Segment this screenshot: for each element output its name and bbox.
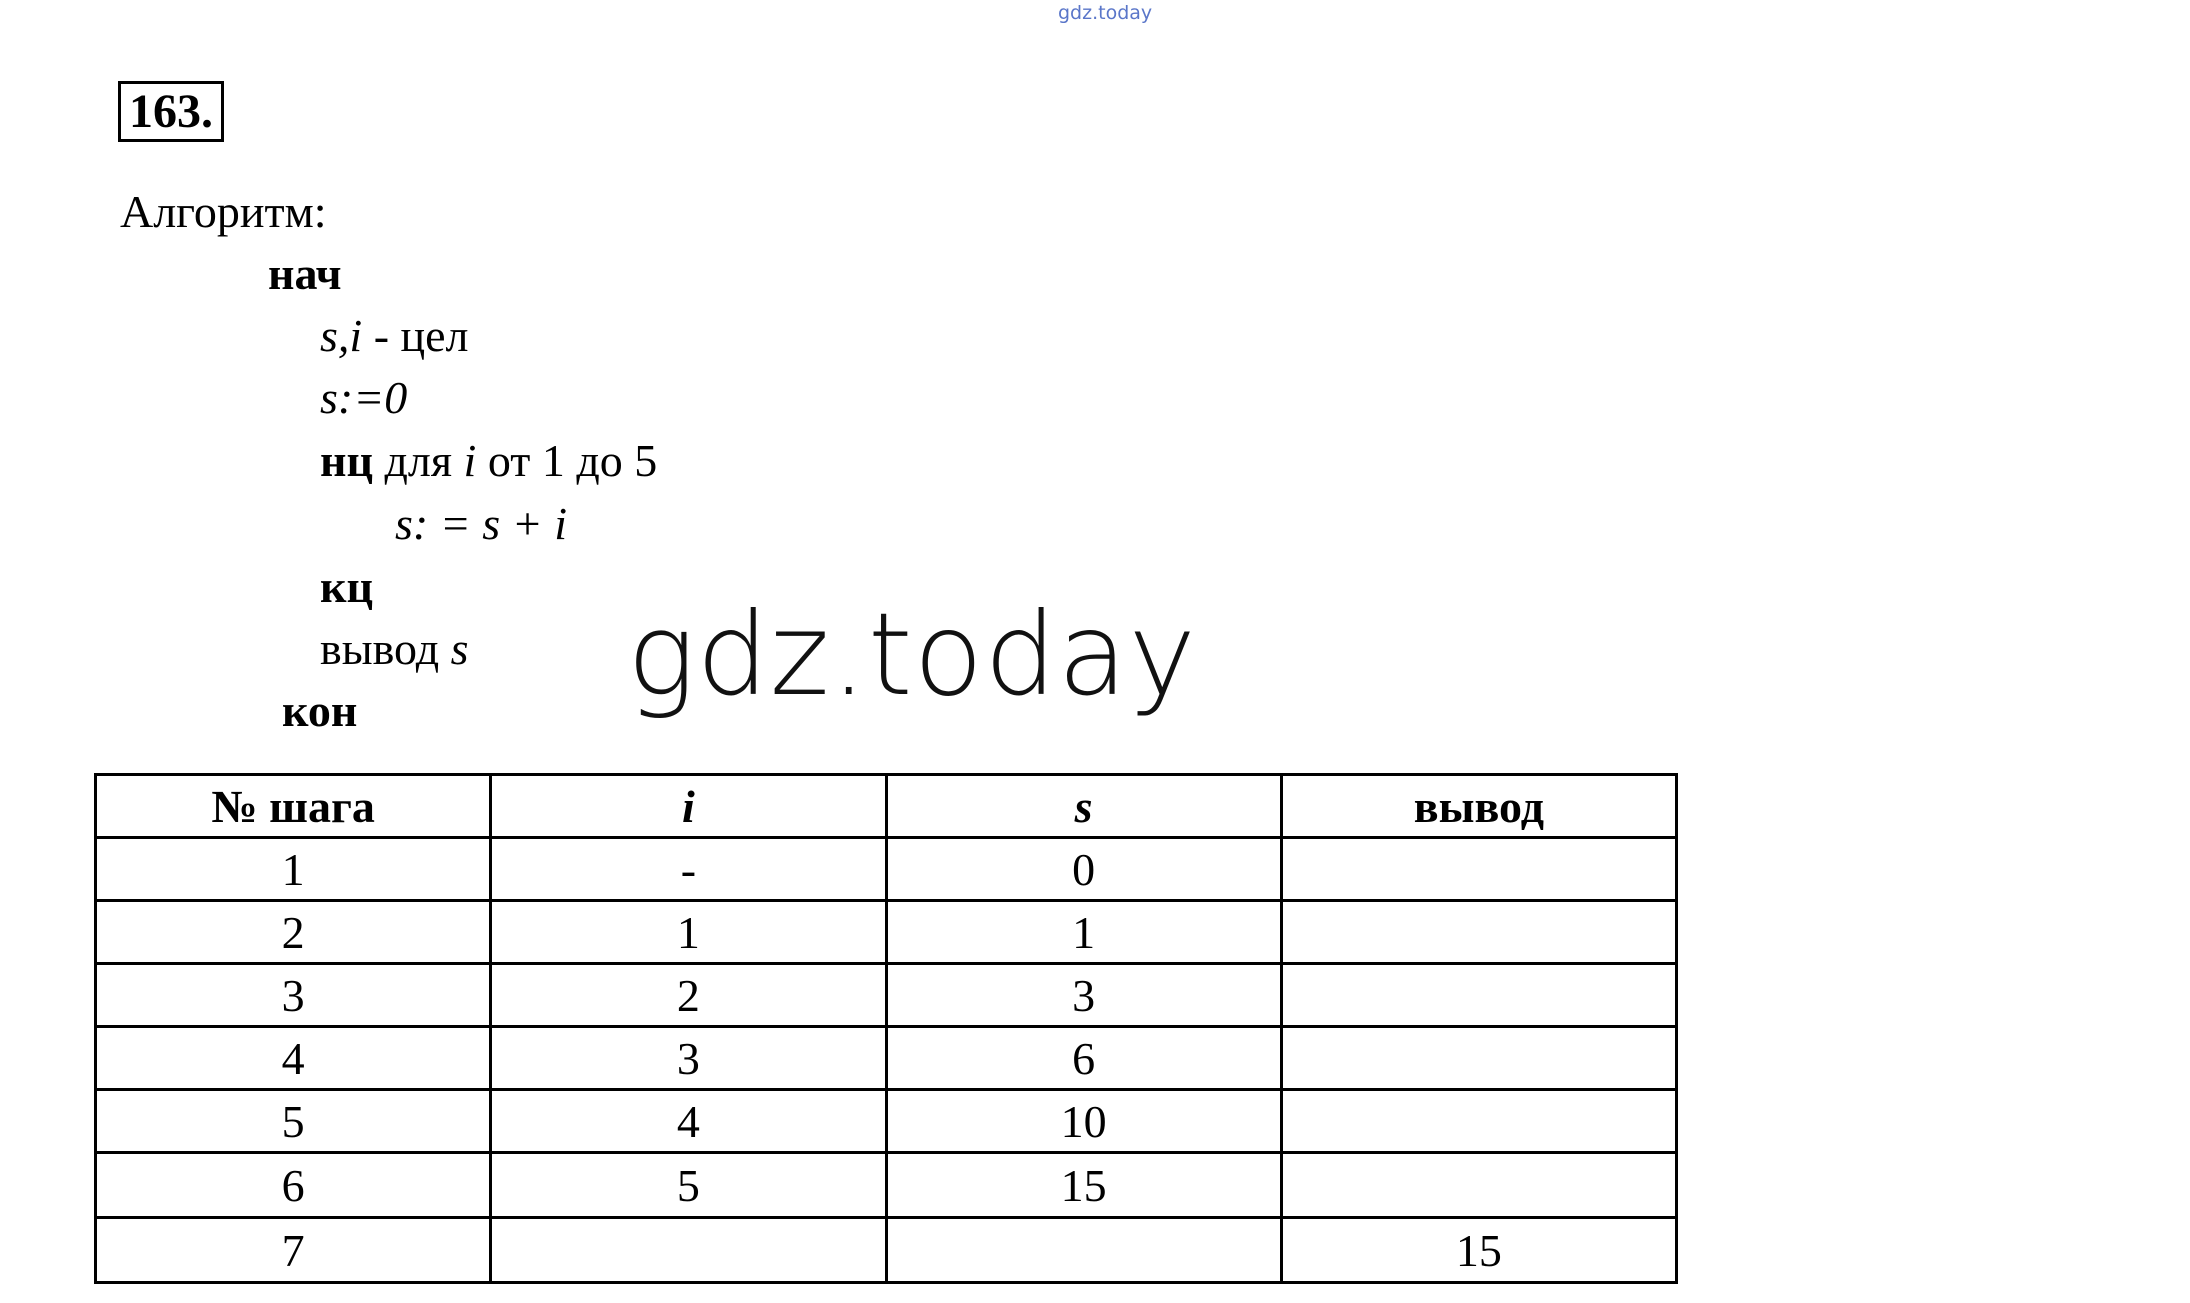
cell-step: 2 [96,901,491,964]
cell-s: 3 [886,964,1281,1027]
cell-s: 0 [886,838,1281,901]
watermark-top: gdz.today [1058,2,1153,24]
cell-s: 1 [886,901,1281,964]
algorithm-output [320,619,469,679]
cell-i: 5 [491,1153,886,1218]
cell-output [1281,901,1676,964]
header-s: s [886,775,1281,838]
cell-step: 4 [96,1027,491,1090]
cell-i: 3 [491,1027,886,1090]
output-keyword: вывод [320,623,451,674]
cell-step: 6 [96,1153,491,1218]
declaration-type: - цел [362,310,469,361]
cell-s: 10 [886,1090,1281,1153]
loop-for: для [373,435,464,486]
algorithm-loop-header [320,431,657,491]
cell-i: 4 [491,1090,886,1153]
cell-s [886,1218,1281,1283]
cell-output: 15 [1281,1218,1676,1283]
output-var: s [450,623,469,674]
cell-output [1281,1090,1676,1153]
cell-i: - [491,838,886,901]
cell-output [1281,1027,1676,1090]
table-row [96,1218,1677,1283]
algorithm-loop-body: s: = s + i [395,498,567,549]
header-step: № шага [96,775,491,838]
cell-i: 2 [491,964,886,1027]
loop-var: i [463,435,477,486]
algorithm-heading: Алгоритм: [120,186,327,237]
cell-output [1281,964,1676,1027]
table-row [96,1027,1677,1090]
cell-s: 15 [886,1153,1281,1218]
cell-step: 5 [96,1090,491,1153]
table-row [96,964,1677,1027]
cell-output [1281,1153,1676,1218]
algorithm-declaration [320,306,469,366]
algorithm-init: s:=0 [320,372,408,423]
header-i: i [491,775,886,838]
watermark-center: gdz.today [627,588,1197,721]
trace-table-header-row [96,775,1677,838]
task-number: 163. [118,81,224,142]
table-row [96,1153,1677,1218]
loop-range: от 1 до 5 [476,435,658,486]
trace-table [94,773,1678,1284]
header-output: вывод [1281,775,1676,838]
algorithm-begin: нач [268,248,342,299]
cell-i [491,1218,886,1283]
cell-step: 7 [96,1218,491,1283]
cell-output [1281,838,1676,901]
table-row [96,1090,1677,1153]
table-row [96,901,1677,964]
cell-i: 1 [491,901,886,964]
table-row [96,838,1677,901]
algorithm-loop-end: кц [320,561,374,612]
algorithm-end: кон [282,685,358,736]
loop-keyword: нц [320,435,374,486]
declaration-vars: s,i [320,310,363,361]
cell-step: 1 [96,838,491,901]
cell-step: 3 [96,964,491,1027]
cell-s: 6 [886,1027,1281,1090]
